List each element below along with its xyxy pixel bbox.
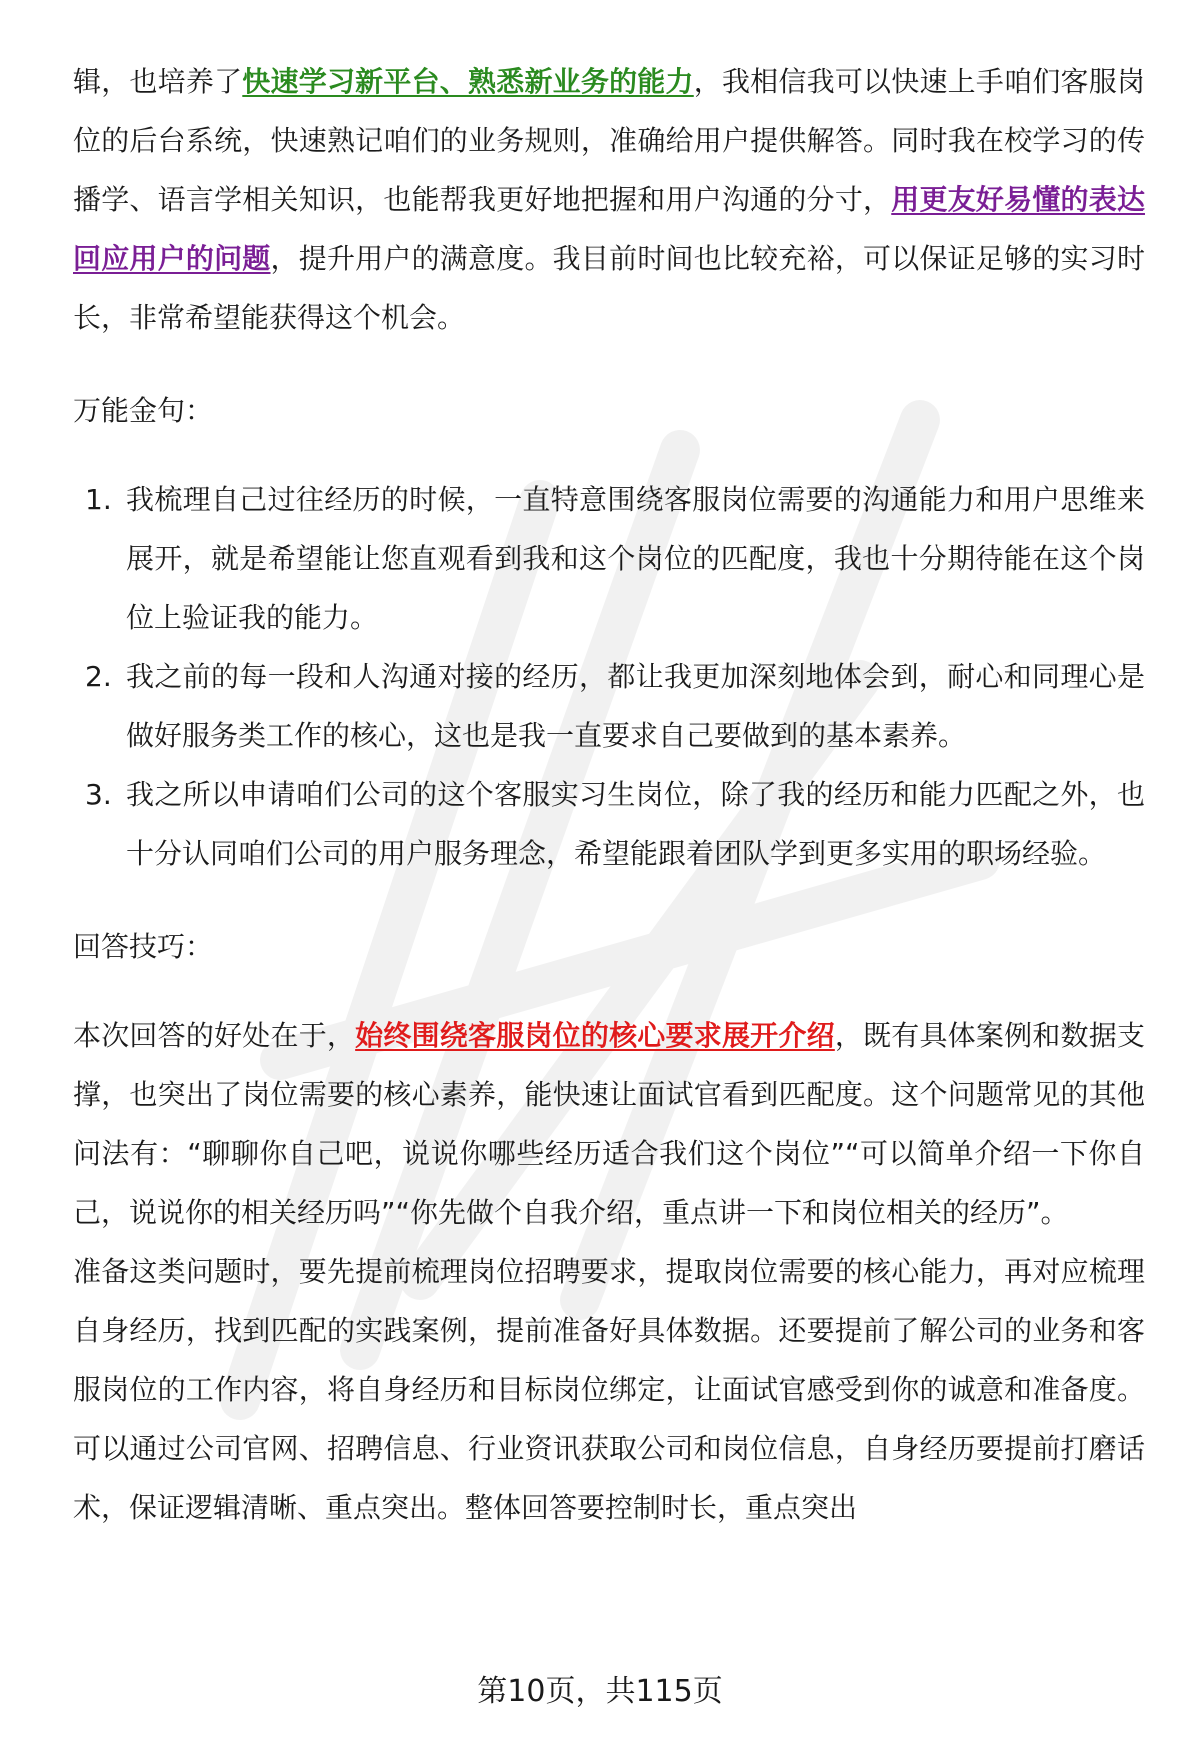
golden-sentences-list [73, 470, 1145, 883]
list-item-text: 我之所以申请咱们公司的这个客服实习生岗位，除了我的经历和能力匹配之外，也十分认同咱们公司的用户服务理念，希望能跟着团队学到更多实用的职场经验。 [126, 778, 1145, 870]
tips-paragraph-2: 准备这类问题时，要先提前梳理岗位招聘要求，提取岗位需要的核心能力，再对应梳理自身经历，找到匹配的实践案例，提前准备好具体数据。还要提前了解公司的业务和客服岗位的工作内容，将自身经历和目标岗位绑定，让面试官感受到你的诚意和准备度。可以通过公司官网、招聘信息、行业资讯获取公司和岗位信息，自身经历要提前打磨话术，保证逻辑清晰、重点突出。整体回答要控制时长，重点突出 [73, 1255, 1145, 1524]
tips-text-a: 本次回答的好处在于， [73, 1019, 356, 1052]
list-item [73, 470, 1145, 647]
list-item [73, 647, 1145, 765]
list-item-text: 我之前的每一段和人沟通对接的经历，都让我更加深刻地体会到，耐心和同理心是做好服务类工作的核心，这也是我一直要求自己要做到的基本素养。 [126, 660, 1145, 752]
list-item-text: 我梳理自己过往经历的时候，一直特意围绕客服岗位需要的沟通能力和用户思维来展开，就是希望能让您直观看到我和这个岗位的匹配度，我也十分期待能在这个岗位上验证我的能力。 [126, 483, 1145, 634]
answer-tips-heading: 回答技巧： [73, 930, 214, 963]
page-number-footer: 第10页，共115页 [477, 1674, 723, 1709]
intro-paragraph [73, 52, 1145, 347]
intro-text-c: ，提升用户的满意度。我目前时间也比较充裕，可以保证足够的实习时长，非常希望能获得这个机会。 [73, 242, 1145, 334]
list-item-number: 3. [85, 778, 112, 811]
list-item-number: 1. [85, 483, 112, 516]
intro-text-a: 辑，也培养了 [73, 65, 243, 98]
highlight-fast-learning: 快速学习新平台、熟悉新业务的能力 [242, 65, 694, 98]
golden-sentences-heading: 万能金句： [73, 394, 214, 427]
intro-text-b: ，我相信我可以快速上手咱们客服岗位的后台系统，快速熟记咱们的业务规则，准确给用户提供解答。同时我在校学习的传播学、语言学相关知识，也能帮我更好地把握和用户沟通的分寸， [73, 65, 1145, 216]
list-item [73, 765, 1145, 883]
list-item-number: 2. [85, 660, 112, 693]
highlight-friendly-expression: 用更友好易懂的表达回应用户的问题 [73, 183, 1145, 275]
highlight-core-requirements: 始终围绕客服岗位的核心要求展开介绍 [355, 1019, 835, 1052]
tips-text-b: ，既有具体案例和数据支撑，也突出了岗位需要的核心素养，能快速让面试官看到匹配度。这个问题常见的其他问法有：“聊聊你自己吧，说说你哪些经历适合我们这个岗位”“可以简单介绍一下你自己，说说你的相关经历吗”“你先做个自我介绍，重点讲一下和岗位相关的经历”。 [73, 1019, 1145, 1229]
document-page [73, 52, 1145, 1537]
tips-paragraph-1 [73, 1006, 1145, 1242]
